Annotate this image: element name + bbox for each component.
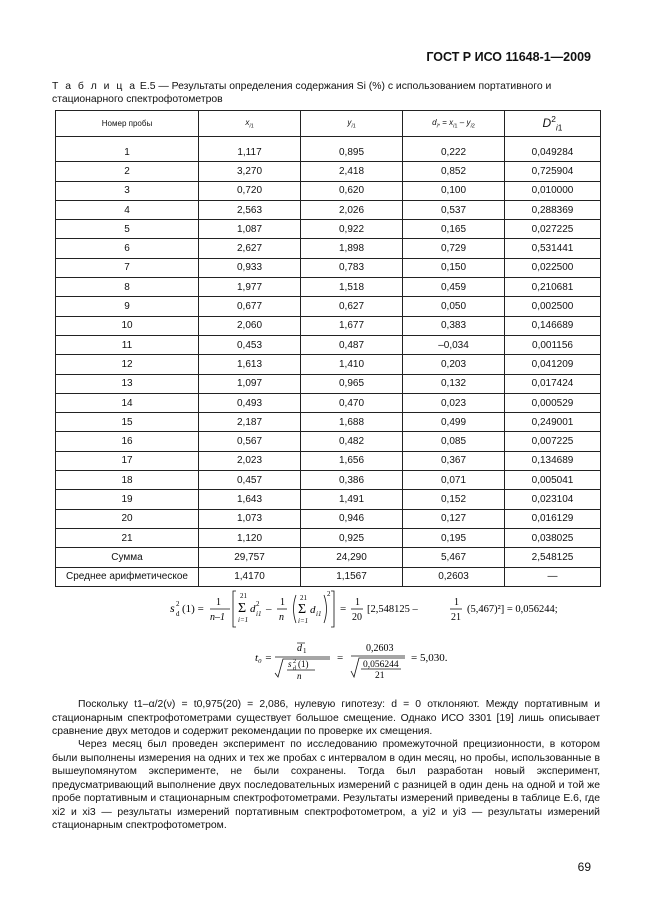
table-cell: 1,898 bbox=[301, 239, 403, 258]
table-cell: 18 bbox=[56, 471, 199, 490]
svg-text:d: d bbox=[297, 643, 302, 654]
table-row bbox=[56, 335, 601, 354]
table-cell: 1,688 bbox=[301, 413, 403, 432]
table-cell: 1,656 bbox=[301, 451, 403, 470]
svg-text:2: 2 bbox=[256, 600, 260, 608]
results-table bbox=[55, 110, 601, 587]
table-cell: 1,977 bbox=[199, 278, 301, 297]
table-cell: 8 bbox=[56, 278, 199, 297]
svg-text:1: 1 bbox=[216, 597, 221, 608]
table-cell: 0,007225 bbox=[505, 432, 601, 451]
table-cell: 1,677 bbox=[301, 316, 403, 335]
table-cell: 0,017424 bbox=[505, 374, 601, 393]
svg-text:[2,548125 –: [2,548125 – bbox=[367, 604, 418, 615]
table-cell: 9 bbox=[56, 297, 199, 316]
table-cell: 2,418 bbox=[301, 162, 403, 181]
table-cell: 0,002500 bbox=[505, 297, 601, 316]
standard-header: ГОСТ Р ИСО 11648-1—2009 bbox=[426, 50, 591, 64]
table-cell: 20 bbox=[56, 509, 199, 528]
table-cell: 5,467 bbox=[403, 548, 505, 567]
table-cell: 1,1567 bbox=[301, 567, 403, 586]
svg-text:0,2603: 0,2603 bbox=[366, 643, 394, 654]
table-cell: 0,677 bbox=[199, 297, 301, 316]
table-row bbox=[56, 278, 601, 297]
table-cell: 15 bbox=[56, 413, 199, 432]
svg-text:21: 21 bbox=[375, 671, 385, 681]
table-body bbox=[56, 137, 601, 587]
table-cell: 5 bbox=[56, 220, 199, 239]
table-cell: –0,034 bbox=[403, 335, 505, 354]
table-cell: 0,041209 bbox=[505, 355, 601, 374]
table-row bbox=[56, 220, 601, 239]
svg-text:21: 21 bbox=[451, 612, 461, 623]
table-cell: 0,195 bbox=[403, 528, 505, 547]
table-cell: 0,071 bbox=[403, 471, 505, 490]
table-cell: 1,410 bbox=[301, 355, 403, 374]
table-cell: 0,152 bbox=[403, 490, 505, 509]
table-row bbox=[56, 181, 601, 200]
table-cell: 0,482 bbox=[301, 432, 403, 451]
table-cell: 0,085 bbox=[403, 432, 505, 451]
table-row bbox=[56, 490, 601, 509]
table-cell: 0,022500 bbox=[505, 258, 601, 277]
table-cell: 2,060 bbox=[199, 316, 301, 335]
svg-text:n–1: n–1 bbox=[210, 612, 225, 623]
table-cell: 0,487 bbox=[301, 335, 403, 354]
table-cell: 0,852 bbox=[403, 162, 505, 181]
header-sample-number: Номер пробы bbox=[56, 111, 199, 137]
table-header-row bbox=[56, 111, 601, 137]
svg-text:i1: i1 bbox=[256, 610, 262, 618]
table-cell: 0,946 bbox=[301, 509, 403, 528]
svg-text:0,056244: 0,056244 bbox=[363, 660, 399, 670]
table-cell: 0,925 bbox=[301, 528, 403, 547]
table-cell: 1,073 bbox=[199, 509, 301, 528]
mean-row bbox=[56, 567, 601, 586]
table-cell: 2,563 bbox=[199, 200, 301, 219]
svg-text:=: = bbox=[340, 603, 347, 615]
svg-text:d: d bbox=[250, 603, 256, 615]
svg-text:1: 1 bbox=[454, 597, 459, 608]
table-cell: 1,4170 bbox=[199, 567, 301, 586]
sum-row bbox=[56, 548, 601, 567]
table-cell: 0,493 bbox=[199, 393, 301, 412]
table-cell: 10 bbox=[56, 316, 199, 335]
table-cell: 0,010000 bbox=[505, 181, 601, 200]
svg-text:i1: i1 bbox=[316, 610, 322, 618]
caption-text: Е.5 — Результаты определения содержания Si (%) с использованием портативного и стационарного спектрофотометров bbox=[52, 81, 552, 105]
table-row bbox=[56, 200, 601, 219]
table-cell: 1,117 bbox=[199, 137, 301, 162]
table-row bbox=[56, 316, 601, 335]
table-cell: 0,023104 bbox=[505, 490, 601, 509]
table-cell: 0,038025 bbox=[505, 528, 601, 547]
svg-text:Σ: Σ bbox=[238, 601, 247, 616]
table-row bbox=[56, 239, 601, 258]
paragraph-experiment: Через месяц был проведен эксперимент по исследованию промежуточной прецизионности, в котором были выполнены измерения на одних и тех же пробах с интервалом в один месяц, но пробы, использованные в вышеупомянутом эксперименте, не были сохранены. Тогда был разработан новый эксперимент, предусматривающий выполнение двух последовательных измерений с разницей в один день на одной и той же пробе портативным и стационарным спектрофотометрами. Результаты измерений приведены в таблице Е.6, где xi2 и xi3 — результаты измерений портативным спектрофотометром, а yi2 и yi3 — результаты измерений стационарным спектрофотометром. bbox=[52, 739, 600, 831]
table-row bbox=[56, 432, 601, 451]
table-cell: 0,127 bbox=[403, 509, 505, 528]
table-cell: 0,288369 bbox=[505, 200, 601, 219]
table-cell: 17 bbox=[56, 451, 199, 470]
table-cell: 0,567 bbox=[199, 432, 301, 451]
table-cell: 1,518 bbox=[301, 278, 403, 297]
table-cell: 0,457 bbox=[199, 471, 301, 490]
table-cell: 0,016129 bbox=[505, 509, 601, 528]
svg-text:s: s bbox=[288, 659, 292, 669]
svg-text:n: n bbox=[279, 612, 284, 623]
table-cell: 0,537 bbox=[403, 200, 505, 219]
svg-text:i=1: i=1 bbox=[238, 616, 249, 624]
table-cell: 7 bbox=[56, 258, 199, 277]
table-cell: 19 bbox=[56, 490, 199, 509]
svg-text:t₀ =: t₀ = bbox=[255, 652, 273, 664]
table-cell: 0,627 bbox=[301, 297, 403, 316]
svg-text:21: 21 bbox=[240, 592, 247, 600]
table-row bbox=[56, 258, 601, 277]
svg-text:(5,467)²] = 0,056244;: (5,467)²] = 0,056244; bbox=[467, 604, 558, 615]
table-cell: 0,023 bbox=[403, 393, 505, 412]
table-cell: 0,134689 bbox=[505, 451, 601, 470]
svg-text:1: 1 bbox=[355, 597, 360, 608]
table-cell: 2,026 bbox=[301, 200, 403, 219]
table-cell: 0,027225 bbox=[505, 220, 601, 239]
svg-text:(1) =: (1) = bbox=[182, 603, 204, 615]
table-row bbox=[56, 471, 601, 490]
table-cell: 0,965 bbox=[301, 374, 403, 393]
table-cell: 0,620 bbox=[301, 181, 403, 200]
table-cell: 0,725904 bbox=[505, 162, 601, 181]
table-cell: 0,783 bbox=[301, 258, 403, 277]
table-cell: 3,270 bbox=[199, 162, 301, 181]
table-cell: 1,087 bbox=[199, 220, 301, 239]
table-cell: Сумма bbox=[56, 548, 199, 567]
caption-prefix: Т а б л и ц а bbox=[52, 81, 137, 92]
svg-text:2: 2 bbox=[293, 659, 296, 665]
table-cell: 2,627 bbox=[199, 239, 301, 258]
svg-text:20: 20 bbox=[352, 612, 362, 623]
header-d: $d_{i*} = x_{i1} - y_{i2}$ bbox=[403, 111, 505, 137]
table-cell: 0,000529 bbox=[505, 393, 601, 412]
table-cell: 0,922 bbox=[301, 220, 403, 239]
svg-text:21: 21 bbox=[300, 594, 307, 602]
table-cell: 6 bbox=[56, 239, 199, 258]
table-row bbox=[56, 162, 601, 181]
table-cell: 1 bbox=[56, 137, 199, 162]
svg-text:s: s bbox=[170, 601, 175, 615]
table-cell: 0,453 bbox=[199, 335, 301, 354]
table-cell: 0,386 bbox=[301, 471, 403, 490]
table-cell: 0,383 bbox=[403, 316, 505, 335]
formula-t-statistic bbox=[255, 637, 475, 682]
svg-text:d: d bbox=[176, 610, 180, 618]
table-cell: 0,100 bbox=[403, 181, 505, 200]
table-cell: 24,290 bbox=[301, 548, 403, 567]
table-cell: 0,720 bbox=[199, 181, 301, 200]
table-cell: 14 bbox=[56, 393, 199, 412]
table-cell: 3 bbox=[56, 181, 199, 200]
table-cell: 0,049284 bbox=[505, 137, 601, 162]
table-cell: 1,097 bbox=[199, 374, 301, 393]
table-row bbox=[56, 393, 601, 412]
table-cell: 0,367 bbox=[403, 451, 505, 470]
table-cell: 0,001156 bbox=[505, 335, 601, 354]
table-cell: 4 bbox=[56, 200, 199, 219]
table-cell: 0,459 bbox=[403, 278, 505, 297]
svg-text:i=1: i=1 bbox=[298, 617, 309, 625]
table-cell: 1,491 bbox=[301, 490, 403, 509]
table-cell: 13 bbox=[56, 374, 199, 393]
table-cell: 0,729 bbox=[403, 239, 505, 258]
table-cell: 0,222 bbox=[403, 137, 505, 162]
table-cell: 11 bbox=[56, 335, 199, 354]
table-cell: 2,548125 bbox=[505, 548, 601, 567]
table-cell: — bbox=[505, 567, 601, 586]
table-row bbox=[56, 413, 601, 432]
table-cell: 0,050 bbox=[403, 297, 505, 316]
svg-text:d: d bbox=[293, 666, 296, 672]
table-cell: 0,933 bbox=[199, 258, 301, 277]
svg-text:1: 1 bbox=[303, 647, 307, 655]
header-D-squared: $D^2_{i1}$ bbox=[505, 111, 601, 137]
table-row bbox=[56, 451, 601, 470]
table-cell: 0,470 bbox=[301, 393, 403, 412]
table-cell: 0,531441 bbox=[505, 239, 601, 258]
table-cell: 0,146689 bbox=[505, 316, 601, 335]
svg-text:1: 1 bbox=[280, 597, 285, 608]
header-x: $x_{i1}$ bbox=[199, 111, 301, 137]
svg-text:n: n bbox=[297, 671, 302, 681]
table-row bbox=[56, 355, 601, 374]
table-cell: 0,165 bbox=[403, 220, 505, 239]
table-row bbox=[56, 509, 601, 528]
table-cell: 0,895 bbox=[301, 137, 403, 162]
table-cell: 0,249001 bbox=[505, 413, 601, 432]
table-cell: 12 bbox=[56, 355, 199, 374]
svg-text:2: 2 bbox=[176, 600, 180, 608]
table-cell: 0,132 bbox=[403, 374, 505, 393]
table-cell: 2,187 bbox=[199, 413, 301, 432]
page-number: 69 bbox=[577, 860, 591, 874]
table-row bbox=[56, 374, 601, 393]
table-cell: 0,150 bbox=[403, 258, 505, 277]
svg-text:2: 2 bbox=[327, 590, 331, 598]
table-cell: 0,2603 bbox=[403, 567, 505, 586]
table-row bbox=[56, 297, 601, 316]
table-cell: 29,757 bbox=[199, 548, 301, 567]
table-cell: 1,613 bbox=[199, 355, 301, 374]
svg-text:d: d bbox=[310, 604, 316, 616]
svg-text:–: – bbox=[266, 603, 272, 615]
svg-text:= 5,030.: = 5,030. bbox=[411, 652, 448, 664]
svg-text:=: = bbox=[337, 652, 344, 664]
table-row bbox=[56, 528, 601, 547]
formula-variance bbox=[170, 585, 570, 630]
table-cell: 0,499 bbox=[403, 413, 505, 432]
table-cell: Среднее арифметическое bbox=[56, 567, 199, 586]
header-y: $y_{i1}$ bbox=[301, 111, 403, 137]
table-cell: 2 bbox=[56, 162, 199, 181]
table-cell: 1,120 bbox=[199, 528, 301, 547]
table-cell: 1,643 bbox=[199, 490, 301, 509]
svg-text:(1): (1) bbox=[298, 659, 309, 669]
table-row bbox=[56, 137, 601, 162]
table-cell: 0,210681 bbox=[505, 278, 601, 297]
svg-text:Σ: Σ bbox=[298, 602, 307, 617]
table-cell: 0,203 bbox=[403, 355, 505, 374]
table-cell: 0,005041 bbox=[505, 471, 601, 490]
table-cell: 2,023 bbox=[199, 451, 301, 470]
table-caption bbox=[52, 80, 600, 106]
table-cell: 16 bbox=[56, 432, 199, 451]
paragraph-bias: Поскольку t1–α/2(ν) = t0,975(20) = 2,086, нулевую гипотезу: d = 0 отклоняют. Между портативным и стационарным спектрофотометрами существует большое смещение. Однако ИСО 3301 [19] лишь описывает сравнение двух методов и содержит рекомендации по проверке их смещения. bbox=[52, 699, 600, 737]
table-cell: 21 bbox=[56, 528, 199, 547]
